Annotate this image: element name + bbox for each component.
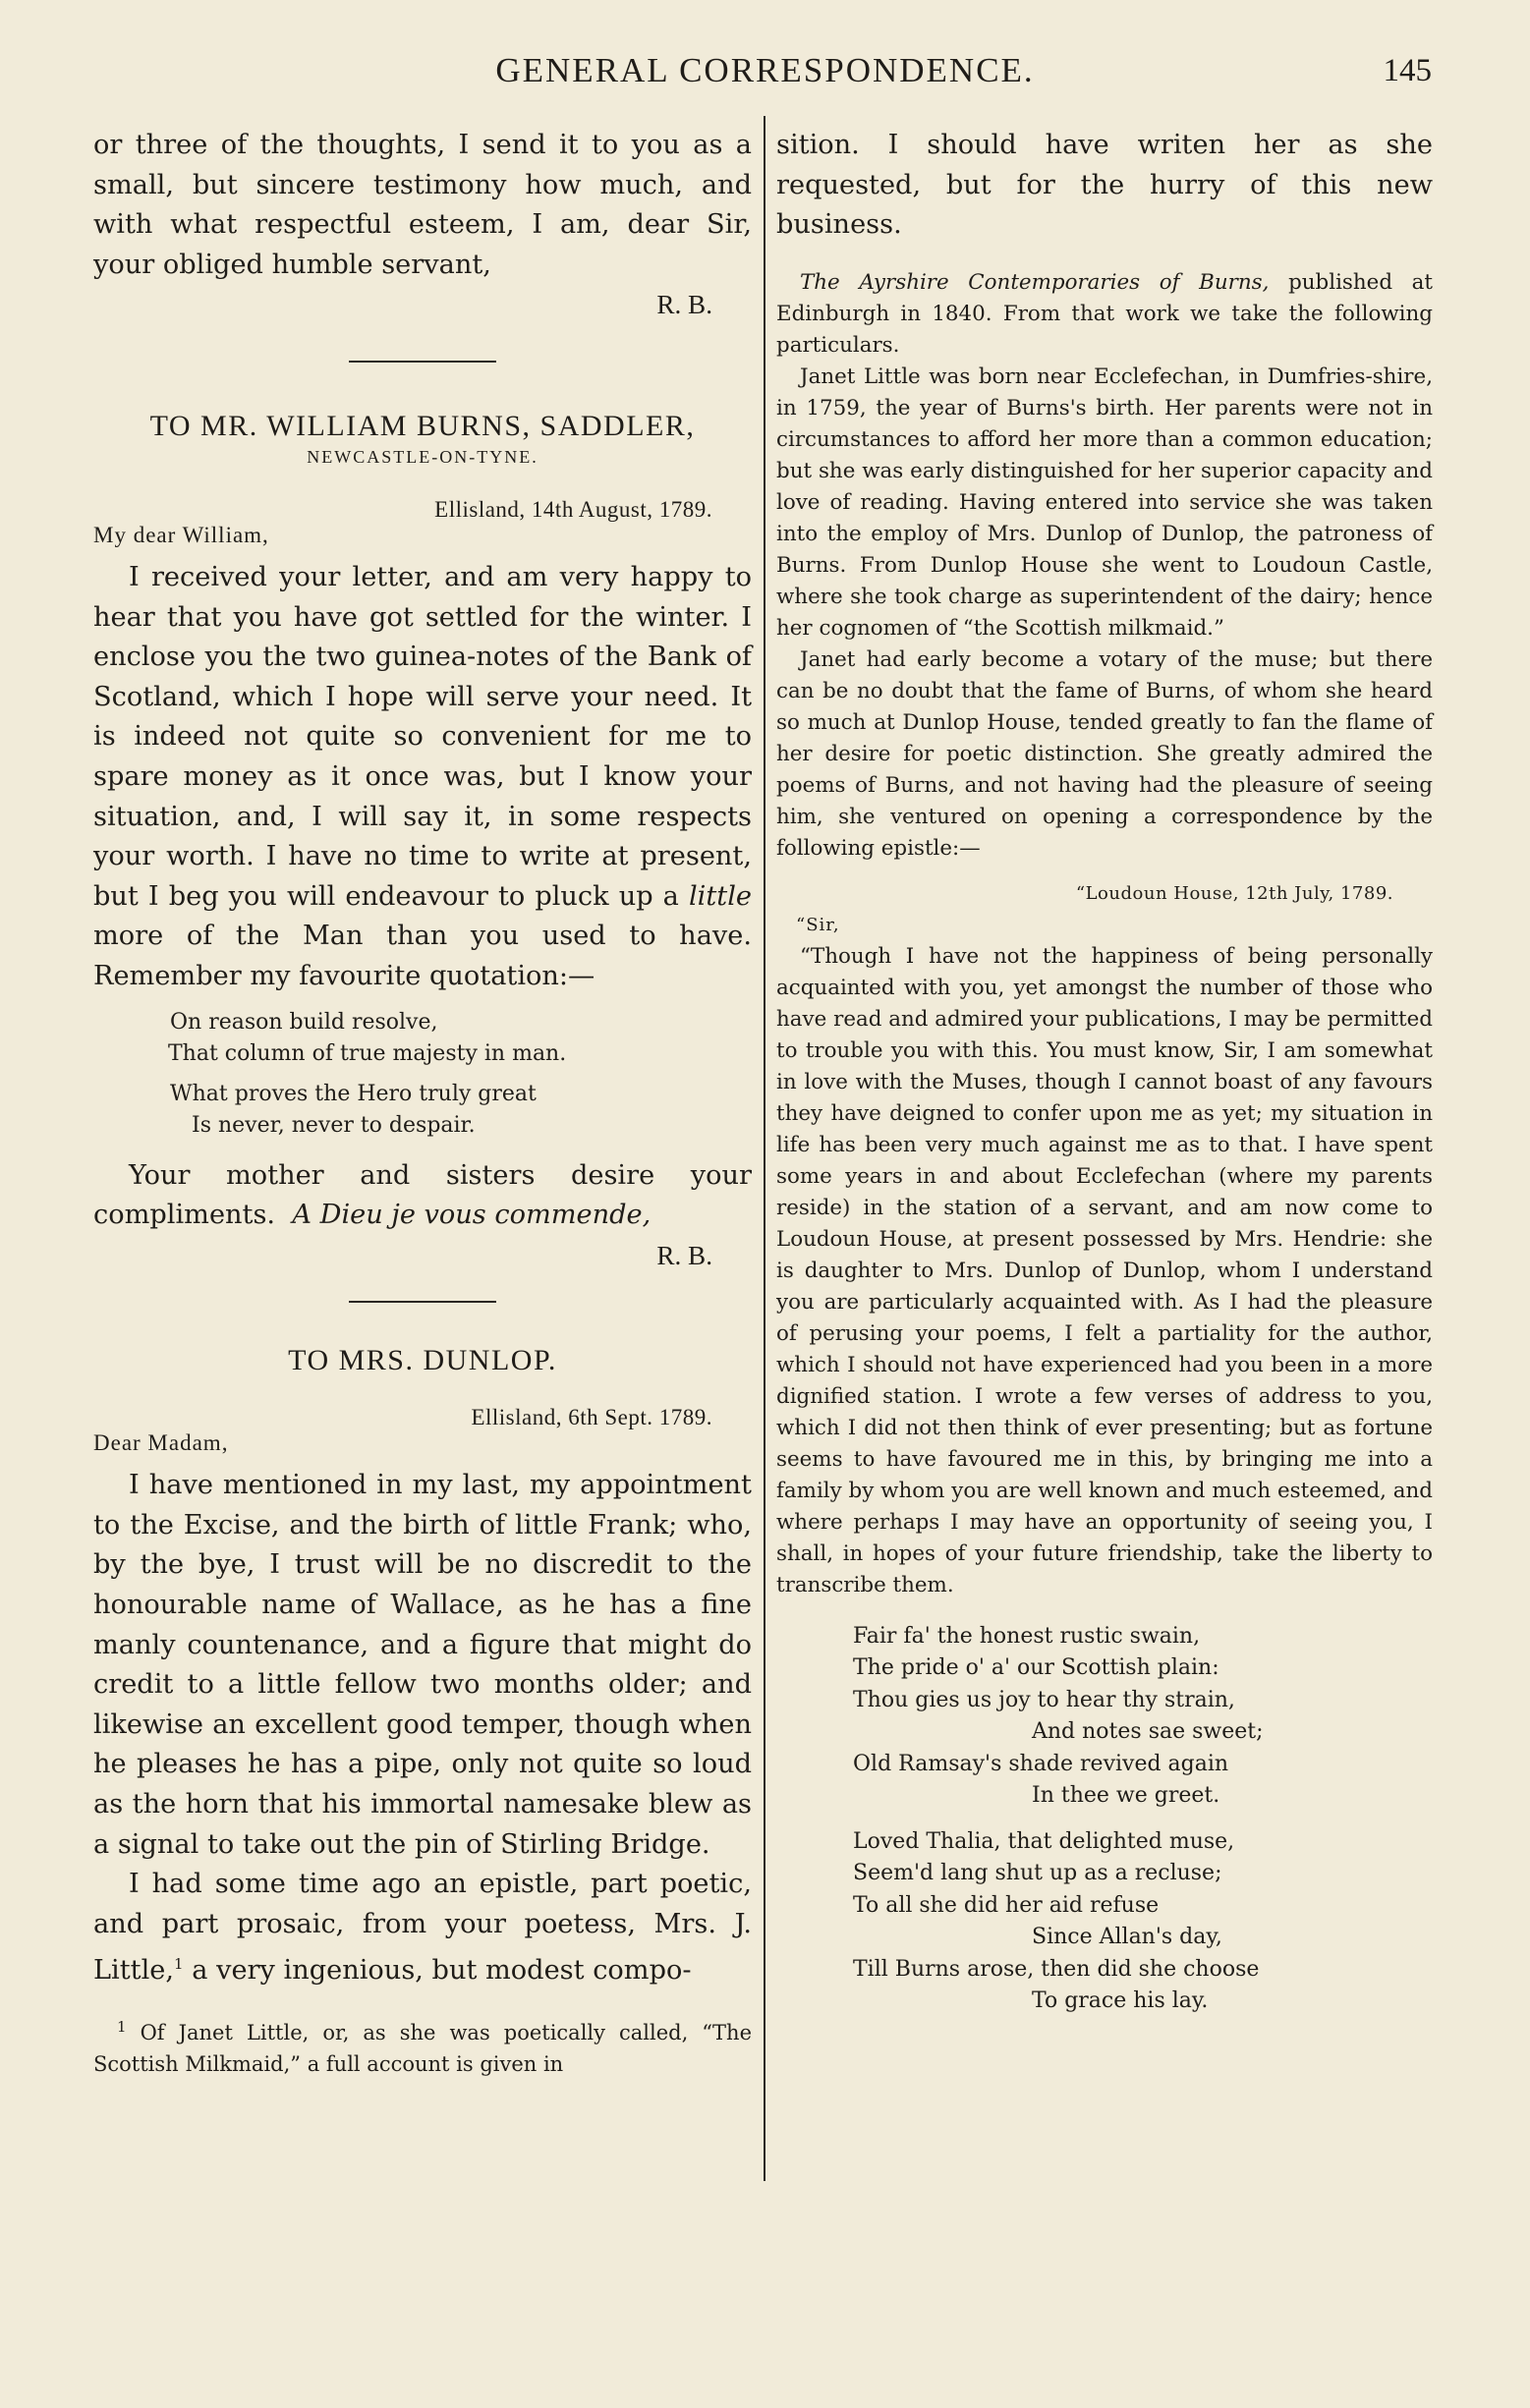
- poem-line: Thou gies us joy to hear thy strain,: [853, 1687, 1235, 1712]
- signature-rb-2: R. B.: [656, 1240, 712, 1270]
- closing-text: Your mother and sisters desire your compliments.: [93, 1159, 752, 1231]
- signature-rb-1: R. B.: [656, 290, 712, 320]
- letter-mrs-dunlop: [93, 1344, 752, 1991]
- closing-italic: A Dieu je vous commende,: [292, 1200, 652, 1231]
- note-paragraph-1: [776, 267, 1433, 362]
- section-separator: [349, 361, 496, 363]
- note-text: published at Edinburgh in 1840. From that work we take the following particulars.: [776, 269, 1433, 358]
- poem-line: In thee we greet.: [1032, 1783, 1220, 1809]
- poem-line: The pride o' a' our Scottish plain:: [853, 1655, 1219, 1681]
- poem-line: Fair fa' the honest rustic swain,: [853, 1623, 1201, 1649]
- poem-line: Seem'd lang shut up as a recluse;: [853, 1861, 1222, 1886]
- letter-heading: TO MRS. DUNLOP.: [288, 1344, 557, 1377]
- poem-stanza-1: [776, 1621, 1433, 1813]
- poem-line: Since Allan's day,: [1032, 1925, 1222, 1950]
- letter-body-p1: I have mentioned in my last, my appointment to the Excise, and the birth of little Frank; who, by the bye, I trust will be no discredit to the honourable name of Wallace, as he has a fine manly countenance, and a figure that might do credit to a little fellow two months older; and likewise an excellent good temper, though when he pleases he has a pipe, only not quite so loud as the horn that his immortal namesake blew as a signal to take out the pin of Stirling Bridge.: [93, 1470, 752, 1860]
- letter-body: [93, 558, 752, 997]
- verse-line: That column of true majesty in man.: [168, 1041, 567, 1066]
- note-paragraph-3: Janet had early become a votary of the muse; but there can be no doubt that the fame of Burns, of whom she heard so much at Dunlop House, tended greatly to fan the flame of her desire for poetic distinction. She greatly admired the poems of Burns, and not having had the pleasure of seeing him, she ventured on opening a correspondence by the following epistle:—: [776, 646, 1433, 861]
- note-book-title: The Ayrshire Contemporaries of Burns,: [800, 269, 1270, 295]
- continuation-text: sition. I should have writen her as she requested, but for the hurry of this new business.: [776, 130, 1433, 241]
- quotation-verse: [93, 1007, 752, 1143]
- body-p2-end: a very ingenious, but modest compo-: [192, 1955, 692, 1987]
- quoted-letter: [776, 878, 1433, 1601]
- poem-line: Till Burns arose, then did she choose: [853, 1956, 1260, 1982]
- footnote-number: 1: [117, 2018, 127, 2037]
- quoted-dateline: “Loudoun House, 12th July, 1789.: [1075, 882, 1393, 904]
- poem-line: And notes sae sweet;: [1032, 1719, 1264, 1745]
- footnote-marker[interactable]: 1: [174, 1955, 184, 1974]
- running-title: GENERAL CORRESPONDENCE.: [495, 51, 1035, 89]
- letter-dateline: Ellisland, 14th August, 1789.: [434, 496, 712, 522]
- poem-line: Loved Thalia, that delighted muse,: [853, 1828, 1235, 1854]
- column-divider: [764, 116, 765, 2181]
- poem: [776, 1621, 1433, 2018]
- letter-body-italic: little: [688, 880, 752, 912]
- poem-line: To grace his lay.: [1032, 1988, 1209, 2014]
- editorial-note: [776, 267, 1433, 865]
- verse-line: On reason build resolve,: [170, 1009, 438, 1035]
- footnote: [93, 2011, 752, 2080]
- quoted-body: “Though I have not the happiness of being personally acquainted with you, yet amongst the number of those who have read and admired your publications, I may be permitted to trouble you with this. You must know, Sir, I am somewhat in love with the Muses, though I cannot boast of any favours they have deigned to confer upon me as yet; my situation in life has been very much against me as to that. I have spent some years in and about Ecclefechan (where my parents reside) in the station of a servant, and am now come to Loudoun House, at present possessed by Mrs. Hendrie: she is daughter to Mrs. Dunlop of Dunlop, whom I understand you are particularly acquainted with. As I had the pleasure of perusing your poems, I felt a partiality for the author, which I should not have experienced had you been in a more dignified station. I wrote a few verses of address to you, which I did not then think of ever presenting; but as fortune seems to have favoured me in this, by bringing me into a family by whom you are well known and much esteemed, and where perhaps I may have an opportunity of seeing you, I shall, in hopes of your future friendship, take the liberty to transcribe them.: [776, 943, 1433, 1597]
- letter-william-burns: [93, 410, 752, 1275]
- letter-salutation: My dear William,: [93, 522, 269, 547]
- poem-stanza-2: [776, 1826, 1433, 2018]
- letter-body-text: I received your letter, and am very happy to hear that you have got settled for the winter. I enclose you the two guinea-notes of the Bank of Scotland, which I hope will serve your need. It is indeed not quite so convenient for me to spare money as it once was, but I know your situation, and, I will say it, in some respects your worth. I have no time to write at present, but I beg you will endeavour to pluck up a: [93, 561, 752, 912]
- poem-line: Old Ramsay's shade revived again: [853, 1751, 1229, 1776]
- page-number: 145: [1383, 53, 1432, 88]
- letter-salutation: Dear Madam,: [93, 1430, 229, 1456]
- poem-line: To all she did her aid refuse: [853, 1892, 1160, 1918]
- verse-line: What proves the Hero truly great: [170, 1081, 537, 1106]
- note-paragraph-2: Janet Little was born near Ecclefechan, in Dumfries-shire, in 1759, the year of Burns's birth. Her parents were not in circumstances to afford her more than a common education; but she was early distinguished for her superior capacity and love of reading. Having entered into service she was taken into the employ of Mrs. Dunlop of Dunlop, the patroness of Burns. From Dunlop House she went to Loudoun Castle, where she took charge as superintendent of the dairy; hence her cognomen of “the Scottish milkmaid.”: [776, 364, 1433, 641]
- letter-heading: TO MR. WILLIAM BURNS, SADDLER,: [149, 409, 696, 442]
- left-column: [93, 126, 752, 2080]
- letter-dateline: Ellisland, 6th Sept. 1789.: [471, 1405, 712, 1430]
- right-column: [776, 126, 1433, 2018]
- letter-subheading: NEWCASTLE-ON-TYNE.: [307, 446, 538, 467]
- quoted-salutation: “Sir,: [796, 914, 840, 935]
- footnote-text: Of Janet Little, or, as she was poetically called, “The Scottish Milkmaid,” a full account is given in: [93, 2021, 752, 2077]
- page-header: [0, 51, 1530, 110]
- letter-body-p2: [93, 1865, 752, 1991]
- letter-closing: [93, 1156, 752, 1236]
- letter-body-text-end: more of the Man than you used to have. Remember my favourite quotation:—: [93, 921, 752, 991]
- verse-line: Is never, never to despair.: [192, 1113, 476, 1138]
- section-separator: [349, 1301, 496, 1303]
- body-p2-text: I had some time ago an epistle, part poetic, and part prosaic, from your poetess, Mrs. J. Little,: [93, 1869, 752, 1987]
- opening-paragraph: or three of the thoughts, I send it to you as a small, but sincere testimony how much, and with what respectful esteem, I am, dear Sir, your obliged humble servant,: [93, 130, 752, 280]
- stanza-gap: [776, 1813, 1433, 1826]
